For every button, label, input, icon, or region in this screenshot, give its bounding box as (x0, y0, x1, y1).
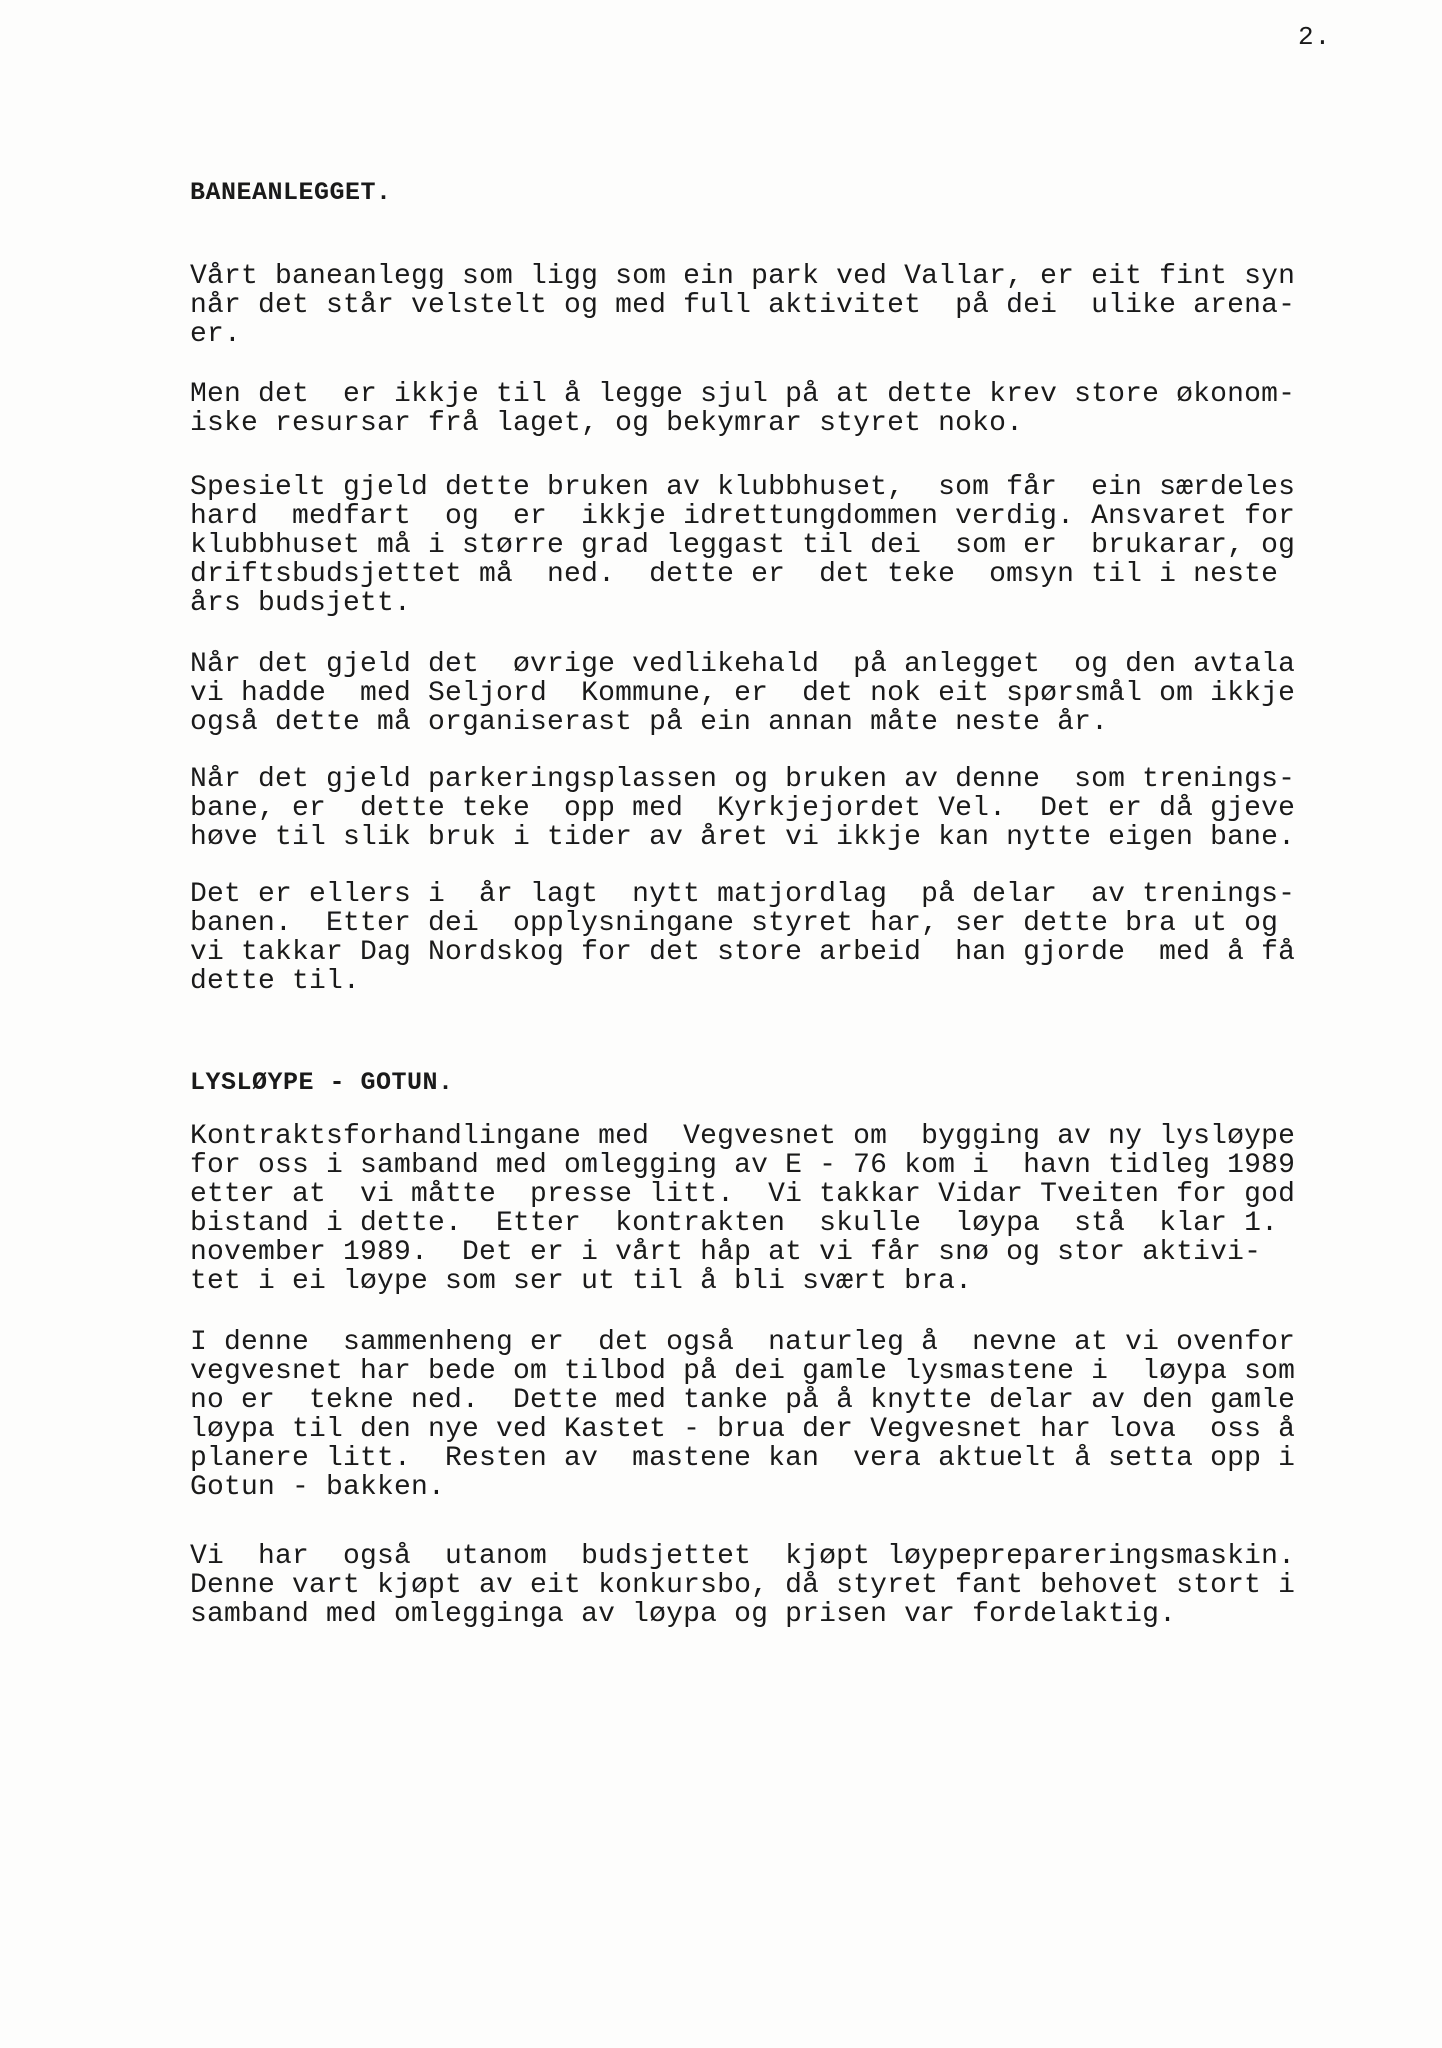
text-line: no er tekne ned. Dette med tanke på å knytte delar av den gamle (190, 1385, 1296, 1416)
text-line: høve til slik bruk i tider av året vi ikkje kan nytte eigen bane. (190, 822, 1296, 853)
text-line: Vårt baneanlegg som ligg som ein park ved Vallar, er eit fint syn (190, 261, 1296, 292)
text-line: er. (190, 319, 242, 350)
paragraph (190, 262, 1370, 349)
text-line: også dette må organiserast på ein annan måte neste år. (190, 707, 1109, 738)
text-line: november 1989. Det er i vårt håp at vi får snø og stor aktivi- (190, 1237, 1262, 1268)
text-line: dette til. (190, 966, 361, 997)
text-line: Denne vart kjøpt av eit konkursbo, då styret fant behovet stort i (190, 1570, 1296, 1601)
text-line: Vi har også utanom budsjettet kjøpt løypeprepareringsmaskin. (190, 1541, 1296, 1572)
text-line: Kontraktsforhandlingane med Vegvesnet om bygging av ny lysløype (190, 1121, 1296, 1152)
text-line: samband med omlegginga av løypa og prisen var fordelaktig. (190, 1599, 1177, 1630)
text-line: I denne sammenheng er det også naturleg å nevne at vi ovenfor (190, 1327, 1296, 1358)
text-line: bane, er dette teke opp med Kyrkjejordet Vel. Det er då gjeve (190, 793, 1296, 824)
text-line: års budsjett. (190, 588, 412, 619)
text-line: driftsbudsjettet må ned. dette er det teke omsyn til i neste (190, 559, 1279, 590)
text-line: Når det gjeld det øvrige vedlikehald på anlegget og den avtala (190, 649, 1296, 680)
text-line: når det står velstelt og med full aktivitet på dei ulike arena- (190, 290, 1296, 321)
text-line: bistand i dette. Etter kontrakten skulle løypa stå klar 1. (190, 1208, 1279, 1239)
paragraph (190, 380, 1370, 438)
text-line: for oss i samband med omlegging av E - 76 kom i havn tidleg 1989 (190, 1150, 1296, 1181)
text-line: løypa til den nye ved Kastet - brua der Vegvesnet har lova oss å (190, 1414, 1296, 1445)
section-heading-lysloype: LYSLØYPE - GOTUN. (190, 1068, 454, 1097)
text-line: vi takkar Dag Nordskog for det store arbeid han gjorde med å få (190, 937, 1296, 968)
text-line: Men det er ikkje til å legge sjul på at dette krev store økonom- (190, 379, 1296, 410)
text-line: Det er ellers i år lagt nytt matjordlag på delar av trenings- (190, 879, 1296, 910)
text-line: Spesielt gjeld dette bruken av klubbhuset, som får ein særdeles (190, 472, 1296, 503)
paragraph (190, 1122, 1370, 1296)
section-heading-baneanlegget: BANEANLEGGET. (190, 178, 392, 207)
text-line: iske resursar frå laget, og bekymrar styret noko. (190, 408, 1024, 439)
text-line: hard medfart og er ikkje idrettungdommen verdig. Ansvaret for (190, 501, 1296, 532)
text-line: etter at vi måtte presse litt. Vi takkar Vidar Tveiten for god (190, 1179, 1296, 1210)
paragraph (190, 880, 1370, 996)
paragraph (190, 1542, 1370, 1629)
page-number: 2. (1298, 22, 1332, 52)
text-line: banen. Etter dei opplysningane styret har, ser dette bra ut og (190, 908, 1279, 939)
text-line: tet i ei løype som ser ut til å bli svært bra. (190, 1266, 973, 1297)
paragraph (190, 473, 1370, 618)
text-line: planere litt. Resten av mastene kan vera aktuelt å setta opp i (190, 1443, 1296, 1474)
text-line: Gotun - bakken. (190, 1472, 446, 1503)
paragraph (190, 1328, 1370, 1502)
text-line: klubbhuset må i større grad leggast til dei som er brukarar, og (190, 530, 1296, 561)
paragraph (190, 650, 1370, 737)
text-line: Når det gjeld parkeringsplassen og bruken av denne som trenings- (190, 764, 1296, 795)
text-line: vegvesnet har bede om tilbod på dei gamle lysmastene i løypa som (190, 1356, 1296, 1387)
text-line: vi hadde med Seljord Kommune, er det nok eit spørsmål om ikkje (190, 678, 1296, 709)
paragraph (190, 765, 1370, 852)
